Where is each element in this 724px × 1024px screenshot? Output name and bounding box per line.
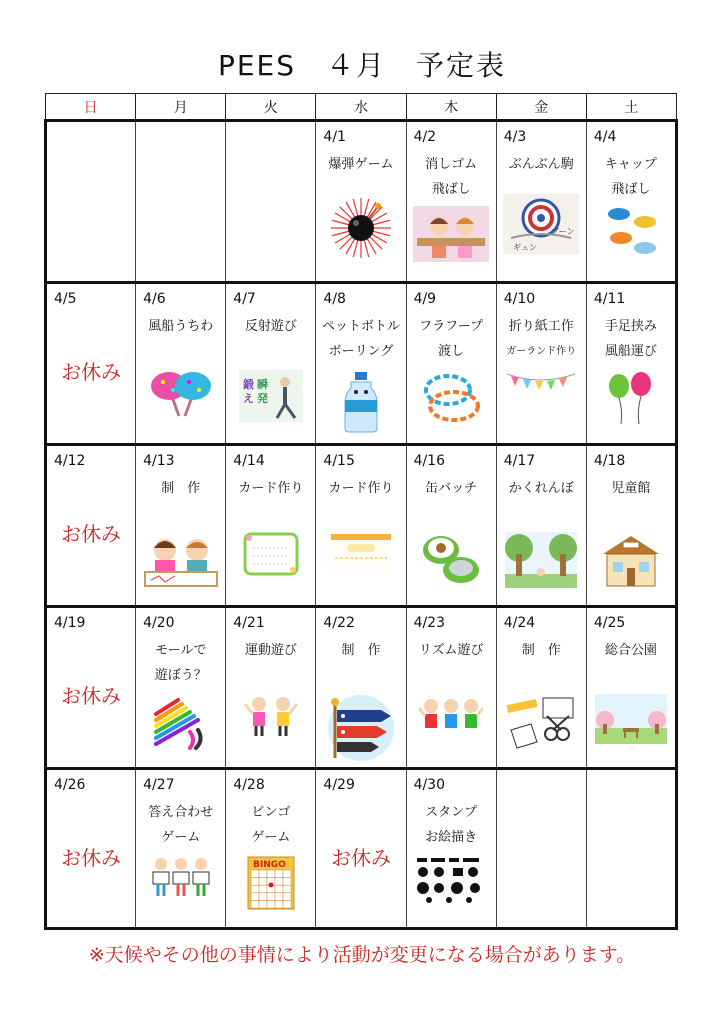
activity-label: [316, 152, 405, 177]
activity-label: [226, 314, 315, 339]
activity-label: [497, 638, 586, 663]
day-date: 4/18: [593, 453, 626, 469]
activity-line-1: スタンプ: [425, 805, 478, 820]
day-cell: [496, 607, 586, 769]
day-cell: [46, 121, 136, 283]
day-cell: [136, 607, 226, 769]
reflex-icon: [239, 370, 303, 426]
activity-label: [226, 638, 315, 663]
day-date: 4/4: [593, 129, 617, 145]
activity-label: [497, 152, 586, 177]
activity-label: [587, 152, 675, 202]
day-cell: [496, 769, 586, 929]
activity-line-1: 反射遊び: [244, 319, 297, 334]
day-date: 4/30: [413, 777, 446, 793]
day-cell: [46, 445, 136, 607]
activity-label: [407, 800, 496, 850]
day-date: 4/11: [593, 291, 626, 307]
day-cell: [496, 445, 586, 607]
day-cell: [586, 607, 676, 769]
day-cell: [226, 445, 316, 607]
weekday-header-row: [46, 94, 677, 121]
day-date: 4/19: [54, 615, 86, 631]
svg-text:ブーン: ブーン: [551, 227, 575, 236]
page-title: PEES ４月 予定表: [217, 49, 507, 82]
day-date: 4/23: [413, 615, 446, 631]
day-cell: [316, 283, 406, 445]
day-date: 4/10: [503, 291, 536, 307]
bomb-icon: [329, 194, 393, 262]
activity-line-1: 総合公園: [604, 643, 657, 658]
activity-line-1: 手足挟み: [604, 319, 657, 334]
activity-line-1: モールで: [155, 643, 207, 658]
day-cell: [136, 121, 226, 283]
activity-line-1: カード作り: [328, 481, 394, 496]
day-cell: [586, 121, 676, 283]
day-date: 4/22: [323, 615, 355, 631]
day-cell: [406, 769, 496, 929]
hula-hoop-icon: [418, 370, 484, 430]
activity-label: [136, 638, 225, 688]
kids-dance-icon: [419, 694, 483, 746]
week-row: [46, 283, 677, 445]
day-date: 4/20: [143, 615, 175, 631]
svg-text:BINGO: BINGO: [252, 860, 286, 870]
day-date: 4/1: [323, 129, 346, 145]
day-date: 4/13: [143, 453, 175, 469]
day-cell: [406, 121, 496, 283]
holiday-label: お休み: [61, 846, 122, 870]
day-date: 4/9: [413, 291, 437, 307]
activity-label: [136, 800, 225, 850]
day-date: 4/6: [143, 291, 166, 307]
notice-text: ※天候やその他の事情により活動が変更になる場合があります。: [88, 944, 636, 966]
kids-exercise-icon: [243, 694, 299, 742]
activity-line-2: 飛ばし: [431, 182, 471, 197]
activity-line-1: リズム遊び: [418, 643, 484, 658]
day-cell: [316, 121, 406, 283]
day-cell: [406, 607, 496, 769]
activity-label: [497, 314, 586, 364]
activity-line-1: 制 作: [521, 643, 561, 658]
weekday-tuesday: 火: [226, 94, 316, 121]
activity-line-2: ゲーム: [251, 830, 291, 845]
day-date: 4/15: [323, 453, 355, 469]
day-date: 4/14: [233, 453, 265, 469]
bottle-icon: [337, 370, 385, 438]
calendar-table: [44, 93, 678, 930]
spinning-top-icon: [503, 194, 579, 258]
day-cell: [586, 769, 676, 929]
day-cell: [136, 283, 226, 445]
activity-line-2: ガーランド作り: [506, 346, 577, 357]
day-cell: [586, 283, 676, 445]
svg-text:発: 発: [256, 392, 268, 405]
activity-line-1: 答え合わせ: [148, 805, 214, 820]
bottle-caps-icon: [603, 202, 659, 262]
week-row: [46, 607, 677, 769]
activity-line-1: 風船うちわ: [148, 319, 214, 334]
day-date: 4/12: [54, 453, 86, 469]
holiday-label: お休み: [330, 846, 391, 870]
day-cell: [46, 769, 136, 929]
activity-line-1: フラフープ: [419, 319, 484, 334]
holiday-label: お休み: [61, 522, 122, 546]
fans-icon: [149, 370, 213, 422]
weekday-friday: 金: [496, 94, 586, 121]
day-date: 4/5: [54, 291, 77, 307]
activity-line-1: 制 作: [161, 481, 201, 496]
svg-text:鍛: 鍛: [242, 378, 254, 391]
activity-label: [587, 638, 675, 663]
activity-label: [316, 638, 405, 663]
day-date: 4/21: [233, 615, 265, 631]
card-green-icon: [243, 532, 299, 580]
day-date: 4/2: [413, 129, 437, 145]
activity-line-2: 風船運び: [604, 344, 657, 359]
forest-icon: [505, 532, 577, 592]
day-cell: [406, 445, 496, 607]
activity-label: [136, 476, 225, 501]
day-cell: [316, 769, 406, 929]
day-date: 4/24: [503, 615, 536, 631]
card-orange-icon: [329, 532, 393, 576]
weekday-thursday: 木: [406, 94, 496, 121]
day-cell: [316, 607, 406, 769]
building-icon: [599, 532, 663, 596]
day-date: 4/25: [593, 615, 626, 631]
day-cell: [136, 769, 226, 929]
weekday-saturday: 土: [586, 94, 676, 121]
weekday-wednesday: 水: [316, 94, 406, 121]
activity-line-1: ビンゴ: [251, 805, 291, 820]
day-cell: [226, 607, 316, 769]
activity-line-2: お絵描き: [425, 830, 478, 845]
pipe-cleaners-icon: [148, 694, 214, 762]
day-cell: [226, 121, 316, 283]
activity-label: [407, 314, 496, 364]
activity-line-1: キャップ: [604, 157, 657, 172]
day-cell: [46, 283, 136, 445]
day-cell: [406, 283, 496, 445]
park-icon: [595, 694, 667, 748]
bingo-card-icon: [247, 856, 295, 914]
day-cell: [316, 445, 406, 607]
kids-boards-icon: [149, 856, 213, 904]
day-date: 4/26: [54, 777, 86, 793]
day-date: 4/29: [323, 777, 355, 793]
activity-label: [407, 638, 496, 663]
day-cell: [46, 607, 136, 769]
activity-label: [316, 314, 405, 364]
activity-label: [587, 476, 675, 501]
svg-text:ギュン: ギュン: [513, 243, 538, 252]
activity-line-1: 消しゴム: [425, 157, 478, 172]
garland-icon: [505, 370, 577, 398]
day-cell: [226, 283, 316, 445]
activity-label: [136, 314, 225, 339]
kids-table-icon: [413, 206, 489, 266]
holiday-label: お休み: [61, 684, 122, 708]
week-row: [46, 121, 677, 283]
day-cell: [586, 445, 676, 607]
day-cell: [496, 121, 586, 283]
day-date: 4/7: [233, 291, 256, 307]
activity-label: [226, 476, 315, 501]
activity-line-2: ボーリング: [328, 344, 394, 359]
activity-line-2: 渡し: [438, 344, 465, 359]
holiday-label: お休み: [61, 360, 122, 384]
activity-label: [226, 800, 315, 850]
activity-line-1: 折り紙工作: [508, 319, 574, 334]
svg-text:え: え: [242, 392, 254, 405]
activity-line-1: 制 作: [341, 643, 381, 658]
activity-line-2: 遊ぼう？: [154, 668, 207, 683]
activity-line-2: 飛ばし: [611, 182, 651, 197]
week-row: [46, 445, 677, 607]
svg-text:瞬: 瞬: [256, 378, 268, 391]
day-cell: [496, 283, 586, 445]
craft-tools-icon: [503, 694, 579, 758]
day-cell: [136, 445, 226, 607]
stamps-icon: [413, 856, 489, 908]
activity-line-1: ペットボトル: [321, 319, 400, 334]
day-date: 4/8: [323, 291, 346, 307]
day-date: 4/17: [503, 453, 536, 469]
carp-streamer-icon: [321, 694, 401, 766]
activity-line-1: 児童館: [611, 481, 651, 496]
activity-line-1: かくれんぼ: [508, 481, 574, 496]
day-date: 4/3: [503, 129, 527, 145]
weekday-monday: 月: [136, 94, 226, 121]
activity-label: [497, 476, 586, 501]
day-date: 4/16: [413, 453, 446, 469]
activity-line-1: カード作り: [238, 481, 304, 496]
day-date: 4/27: [143, 777, 175, 793]
activity-line-2: ゲーム: [161, 830, 201, 845]
activity-line-1: 爆弾ゲーム: [328, 157, 394, 172]
activity-line-1: 缶バッチ: [425, 481, 478, 496]
activity-label: [407, 152, 496, 202]
activity-label: [407, 476, 496, 501]
balloons-icon: [599, 370, 663, 430]
weekday-sunday: 日: [46, 94, 136, 121]
kids-crafting-icon: [141, 532, 221, 592]
activity-line-1: ぶんぶん駒: [508, 157, 574, 172]
day-date: 4/28: [233, 777, 265, 793]
week-row: [46, 769, 677, 929]
activity-line-1: 運動遊び: [244, 643, 297, 658]
activity-label: [316, 476, 405, 501]
day-cell: [226, 769, 316, 929]
badge-icon: [419, 532, 483, 592]
activity-label: [587, 314, 675, 364]
